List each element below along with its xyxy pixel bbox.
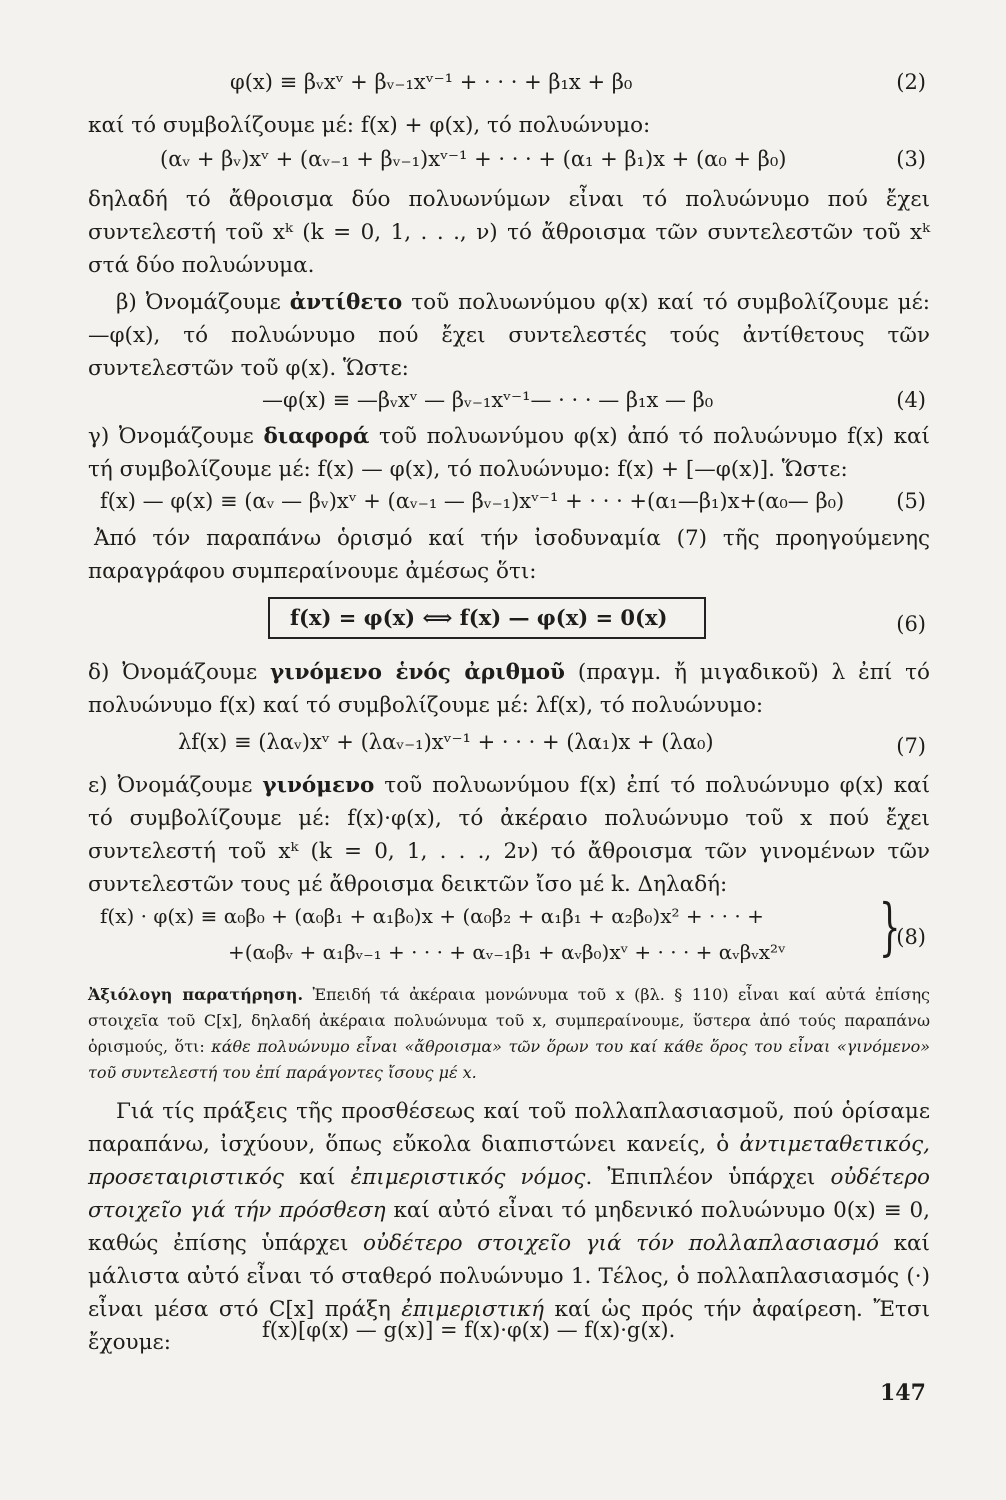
paragraph-scalar-product — [88, 656, 930, 722]
equation-3-number: (3) — [896, 147, 926, 171]
right-brace: } — [878, 890, 901, 963]
page-number: 147 — [880, 1380, 926, 1406]
laws-text-f: καί ὡς πρός τήν ἀφαίρεση. Ἔτσι ἔχουμε: — [88, 1297, 930, 1355]
paragraph-sum-intro: καί τό συμβολίζουμε μέ: f(x) + φ(x), τό πολυώνυμο: — [88, 113, 651, 138]
paragraph-difference-rest: τοῦ πολυωνύμου φ(x) ἀπό τό πολυώνυμο f(x) καί τή συμβολίζουμε μέ: f(x) — φ(x), τό πολυώνυμο: f(x) + [—φ(x)]. Ὥστε: — [88, 424, 930, 482]
equation-8-line-1: f(x) · φ(x) ≡ α₀β₀ + (α₀β₁ + α₁β₀)x + (α₀β₂ + α₁β₁ + α₂β₀)x² + · · · + — [100, 904, 764, 928]
laws-italic-2: ἐπιμεριστικός νόμος — [350, 1165, 586, 1190]
paragraph-conclusion: Ἀπό τόν παραπάνω ὁρισμό καί τήν ἰσοδυναμία (7) τῆς προηγούμενης παραγράφου συμπεραίνουμε ἀμέσως ὅτι: — [88, 526, 930, 584]
paragraph-opposite-lead: β) Ὀνομάζουμε — [116, 290, 290, 315]
equation-3: (αᵥ + βᵥ)xᵛ + (αᵥ₋₁ + βᵥ₋₁)xᵛ⁻¹ + · · · + (α₁ + β₁)x + (α₀ + β₀) — [160, 147, 787, 171]
equation-distributive: f(x)[φ(x) — g(x)] = f(x)·φ(x) — f(x)·g(x). — [262, 1318, 676, 1342]
paragraph-sum-explanation: δηλαδή τό ἄθροισμα δύο πολυωνύμων εἶναι τό πολυώνυμο πού ἔχει συντελεστή τοῦ xᵏ (k = 0, 1, . . ., ν) τό ἄθροισμα τῶν συντελεστῶν τοῦ xᵏ στά δύο πολυώνυμα. — [88, 187, 930, 278]
laws-text-a: Γιά τίς πράξεις τῆς προσθέσεως καί τοῦ πολλαπλασιασμοῦ, πού ὁρίσαμε παραπάνω, ἰσχύουν, ὅπως εὔκολα διαπιστώνει κανείς, ὁ — [88, 1099, 930, 1157]
paragraph-opposite-rest: τοῦ πολυωνύμου φ(x) καί τό συμβολίζουμε μέ: —φ(x), τό πολυώνυμο πού ἔχει συντελεστές τούς ἀντίθετους τῶν συντελεστῶν τοῦ φ(x). Ὥστε: — [88, 290, 931, 381]
equation-5: f(x) — φ(x) ≡ (αᵥ — βᵥ)xᵛ + (αᵥ₋₁ — βᵥ₋₁)xᵛ⁻¹ + · · · +(α₁—β₁)x+(α₀— β₀) — [100, 489, 845, 513]
equation-7: λf(x) ≡ (λαᵥ)xᵛ + (λαᵥ₋₁)xᵛ⁻¹ + · · · + (λα₁)x + (λα₀) — [178, 730, 714, 754]
term-opposite: ἀντίθετο — [289, 290, 403, 315]
remark-note — [88, 982, 930, 1086]
paragraph-product — [88, 769, 930, 901]
paragraph-product-lead: ε) Ὀνομάζουμε — [88, 773, 263, 798]
paragraph-difference-lead: γ) Ὀνομάζουμε — [88, 424, 264, 449]
term-product: γινόμενο — [262, 773, 375, 798]
equation-2: φ(x) ≡ βᵥxᵛ + βᵥ₋₁xᵛ⁻¹ + · · · + β₁x + β₀ — [230, 70, 633, 94]
paragraph-product-rest: τοῦ πολυωνύμου f(x) ἐπί τό πολυώνυμο φ(x) καί τό συμβολίζουμε μέ: f(x)·φ(x), τό ἀκέραιο πολυώνυμο τοῦ x πού ἔχει συντελεστή τοῦ xᵏ (k = 0, 1, . . ., 2ν) τό ἄθροισμα τῶν γινομένων τῶν συντελεστῶν τους μέ ἄθροισμα δεικτῶν ἴσο μέ k. Δηλαδή: — [88, 773, 930, 897]
term-difference: διαφορά — [263, 424, 370, 449]
equation-8-line-2: +(α₀βᵥ + α₁βᵥ₋₁ + · · · + αᵥ₋₁β₁ + αᵥβ₀)xᵛ + · · · + αᵥβᵥx²ᵛ — [228, 940, 786, 964]
paragraph-scalar-rest: (πραγμ. ἤ μιγαδικοῦ) λ ἐπί τό πολυώνυμο f(x) καί τό συμβολίζουμε μέ: λf(x), τό πολυώνυμο: — [88, 660, 930, 718]
equation-6-number: (6) — [896, 612, 926, 636]
remark-italic: κάθε πολυώνυμο εἶναι «ἄθροισμα» τῶν ὅρων του καί κάθε ὅρος του εἶναι «γινόμενο» τοῦ συντελεστή του ἐπί παράγοντες ἴσους μέ x. — [88, 1037, 931, 1082]
laws-italic-4: οὐδέτερο στοιχεῖο γιά τόν πολλαπλασιασμό — [363, 1231, 879, 1256]
laws-italic-3: οὐδέτερο στοιχεῖο γιά τήν πρόσθεση — [88, 1165, 930, 1223]
paragraph-difference — [88, 420, 930, 486]
laws-text-c: . Ἐπιπλέον ὑπάρχει — [585, 1165, 831, 1190]
laws-italic-1: ἀντιμεταθετικός, προσεταιριστικός — [88, 1132, 930, 1190]
paragraph-scalar-lead: δ) Ὀνομάζουμε — [88, 660, 270, 685]
equation-4: —φ(x) ≡ —βᵥxᵛ — βᵥ₋₁xᵛ⁻¹— · · · — β₁x — β₀ — [262, 388, 714, 412]
equation-2-number: (2) — [896, 70, 926, 94]
equation-5-number: (5) — [896, 489, 926, 513]
term-scalar-product: γινόμενο ἑνός ἀριθμοῦ — [270, 660, 565, 685]
equation-7-number: (7) — [896, 734, 926, 758]
remark-title: Ἀξιόλογη παρατήρηση. — [88, 985, 304, 1004]
equation-4-number: (4) — [896, 388, 926, 412]
remark-text: Ἐπειδή τά ἀκέραια μονώνυμα τοῦ x (βλ. § 110) εἶναι καί αὐτά ἐπίσης στοιχεῖα τοῦ C[x], δηλαδή ἀκέραια πολυώνυμα τοῦ x, συμπεραίνουμε, ὕστερα ἀπό τούς παραπάνω ὁρισμούς, ὅτι: — [88, 985, 930, 1056]
equation-8-number: (8) — [896, 925, 926, 949]
laws-text-b: καί — [283, 1165, 351, 1190]
paragraph-opposite — [88, 286, 930, 385]
boxed-equivalence: f(x) = φ(x) ⟺ f(x) — φ(x) = 0(x) — [268, 597, 706, 639]
laws-italic-5: ἐπιμεριστική — [401, 1297, 544, 1322]
laws-text-d: καί αὐτό εἶναι τό μηδενικό πολυώνυμο 0(x) ≡ 0, καθώς ἐπίσης ὑπάρχει — [88, 1198, 930, 1256]
laws-text-e: καί μάλιστα αὐτό εἶναι τό σταθερό πολυώνυμο 1. Τέλος, ὁ πολλαπλασιασμός (·) εἶναι μέσα στό C[x] πράξη — [88, 1231, 930, 1322]
